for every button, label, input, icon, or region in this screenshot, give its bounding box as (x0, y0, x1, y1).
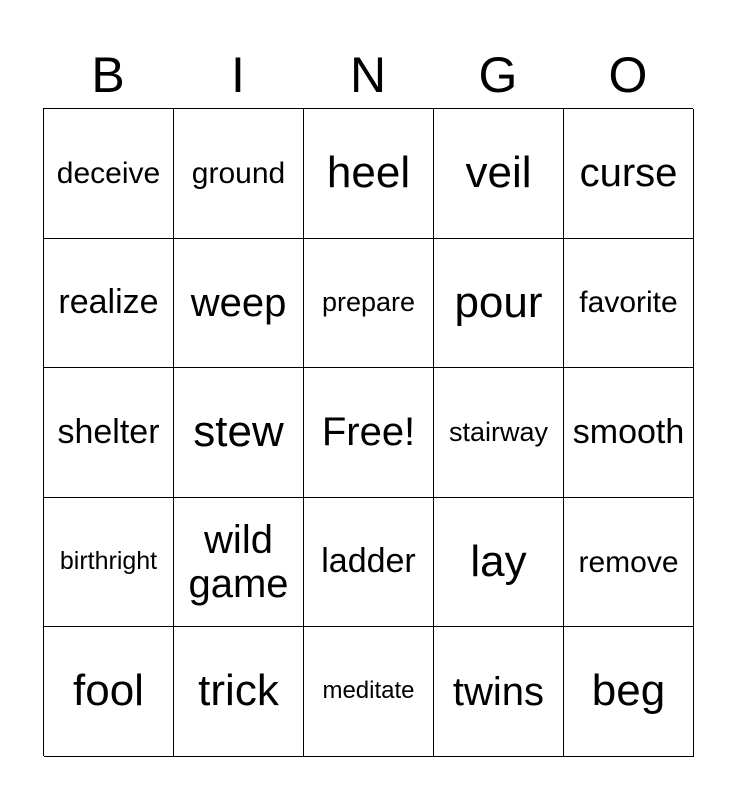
bingo-cell[interactable]: curse (564, 109, 694, 239)
bingo-cell[interactable]: pour (434, 239, 564, 369)
header-letter-o: O (608, 47, 648, 103)
bingo-cell[interactable]: veil (434, 109, 564, 239)
bingo-cell[interactable]: birthright (44, 498, 174, 628)
bingo-cell[interactable]: lay (434, 498, 564, 628)
bingo-cell[interactable]: trick (174, 627, 304, 757)
header-letter-n: N (349, 47, 387, 103)
bingo-cell[interactable]: heel (304, 109, 434, 239)
bingo-cell[interactable]: shelter (44, 368, 174, 498)
bingo-cell[interactable]: stairway (434, 368, 564, 498)
bingo-cell[interactable]: fool (44, 627, 174, 757)
bingo-cell[interactable]: weep (174, 239, 304, 369)
header-letter-b: B (91, 47, 125, 103)
bingo-cell[interactable]: ground (174, 109, 304, 239)
bingo-cell[interactable]: favorite (564, 239, 694, 369)
bingo-cell[interactable]: beg (564, 627, 694, 757)
bingo-cell[interactable]: twins (434, 627, 564, 757)
bingo-header (43, 42, 693, 108)
bingo-cell[interactable]: realize (44, 239, 174, 369)
bingo-cell[interactable]: ladder (304, 498, 434, 628)
bingo-cell[interactable]: meditate (304, 627, 434, 757)
header-letter-i: I (231, 47, 245, 103)
bingo-cell[interactable]: deceive (44, 109, 174, 239)
bingo-cell[interactable]: Free! (304, 368, 434, 498)
bingo-board (43, 108, 693, 756)
bingo-cell[interactable]: remove (564, 498, 694, 628)
bingo-cell[interactable]: smooth (564, 368, 694, 498)
bingo-cell[interactable]: stew (174, 368, 304, 498)
bingo-cell[interactable]: prepare (304, 239, 434, 369)
bingo-cell[interactable]: wild game (174, 498, 304, 628)
header-letter-g: G (478, 47, 518, 103)
